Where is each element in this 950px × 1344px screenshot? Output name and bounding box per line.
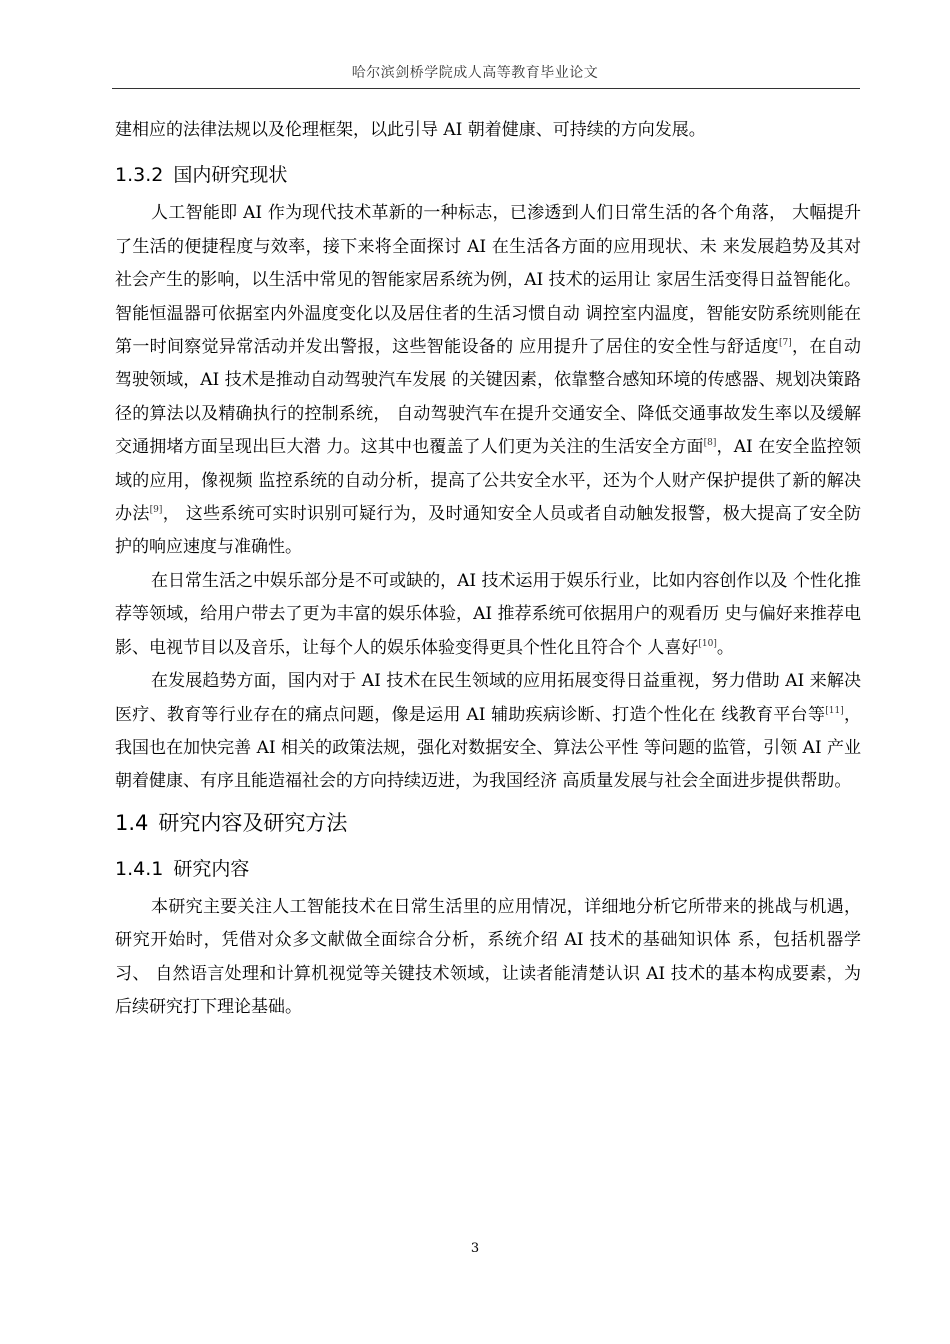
section-number: 1.4.1 (115, 857, 164, 880)
page-body (115, 114, 861, 1024)
header-rule (112, 88, 860, 89)
paragraph-text: 在日常生活之中娱乐部分是不可或缺的，AI 技术运用于娱乐行业，比如内容创作以及 个性化推荐等领域，给用户带去了更为丰富的娱乐体验，AI 推荐系统可依据用户的观看历 史与偏好来推荐电影、电视节目以及音乐，让每个人的娱乐体验变得更具个性化且符合个 人喜好 (115, 570, 861, 658)
section-heading-1-4-1 (115, 847, 861, 891)
paragraph-text: ， 这些系统可实时识别可疑行为，及时通知安全人员或者自动触发报警，极大提高了安全防 护的响应速度与准确性。 (115, 504, 862, 558)
paragraph-text: 在发展趋势方面，国内对于 AI 技术在民生领域的应用拓展变得日益重视，努力借助 AI 来解决医疗、教育等行业存在的痛点问题，像是运用 AI 辅助疾病诊断、打造个性化在 线教育平台等 (115, 671, 861, 725)
citation-11: [11] (825, 705, 844, 716)
section-title: 研究内容 (173, 857, 250, 880)
paragraph-text: ，AI 在安全监控领域的应用，像视频 监控系统的自动分析，提高了公共安全水平，还为个人财产保护提供了新的解决办法 (115, 437, 861, 525)
paragraph-text: ，在自动驾驶领域，AI 技术是推动自动驾驶汽车发展 的关键因素，依靠整合感知环境的传感器、规划决策路径的算法以及精确执行的控制系统， 自动驾驶汽车在提升交通安全、降低交通事故发生率以及缓解交通拥堵方面呈现出巨大潜 力。这其中也覆盖了人们更为关注的生活安全方面 (115, 337, 862, 458)
page-number: 3 (470, 1241, 480, 1256)
page-header: 哈尔滨剑桥学院成人高等教育毕业论文 (351, 65, 599, 81)
paragraph-text: 。 (716, 637, 734, 658)
section-number: 1.3.2 (115, 164, 164, 187)
body-paragraph-4: 本研究主要关注人工智能技术在日常生活里的应用情况，详细地分析它所带来的挑战与机遇，研究开始时，凭借对众多文献做全面综合分析，系统介绍 AI 技术的基础知识体 系，包括机器学习、 自然语言处理和计算机视觉等关键技术领域，让读者能清楚认识 AI 技术的基本构成要素，为后续研究打下理论基础。 (115, 896, 861, 1017)
citation-8: [8] (703, 438, 717, 449)
section-title: 国内研究现状 (173, 164, 288, 187)
body-paragraph-3 (115, 665, 861, 799)
section-heading-1-3-2 (115, 153, 861, 197)
citation-9: [9] (149, 505, 163, 516)
citation-10: [10] (698, 638, 717, 649)
citation-7: [7] (778, 338, 792, 349)
paragraph-text: ，我国也在加快完善 AI 相关的政策法规，强化对数据安全、算法公平性 等问题的监管，引领 AI 产业朝着健康、有序且能造福社会的方向持续迈进，为我国经济 高质量发展与社会全面进步提供帮助。 (115, 704, 862, 792)
section-title: 研究内容及研究方法 (158, 810, 348, 835)
body-paragraph-1 (115, 197, 861, 564)
section-heading-1-4 (115, 799, 861, 847)
paragraph-text: 人工智能即 AI 作为现代技术革新的一种标志，已渗透到人们日常生活的各个角落， 大幅提升了生活的便捷程度与效率，接下来将全面探讨 AI 在生活各方面的应用现状、未 来发展趋势及其对社会产生的影响，以生活中常见的智能家居系统为例，AI 技术的运用让 家居生活变得日益智能化。智能恒温器可依据室内外温度变化以及居住者的生活习惯自动 调控室内温度，智能安防系统则能在第一时间察觉异常活动并发出警报，这些智能设备的 应用提升了居住的安全性与舒适度 (115, 203, 861, 358)
intro-paragraph: 建相应的法律法规以及伦理框架，以此引导 AI 朝着健康、可持续的方向发展。 (115, 120, 706, 140)
body-paragraph-2 (115, 565, 861, 665)
section-number: 1.4 (115, 810, 149, 835)
